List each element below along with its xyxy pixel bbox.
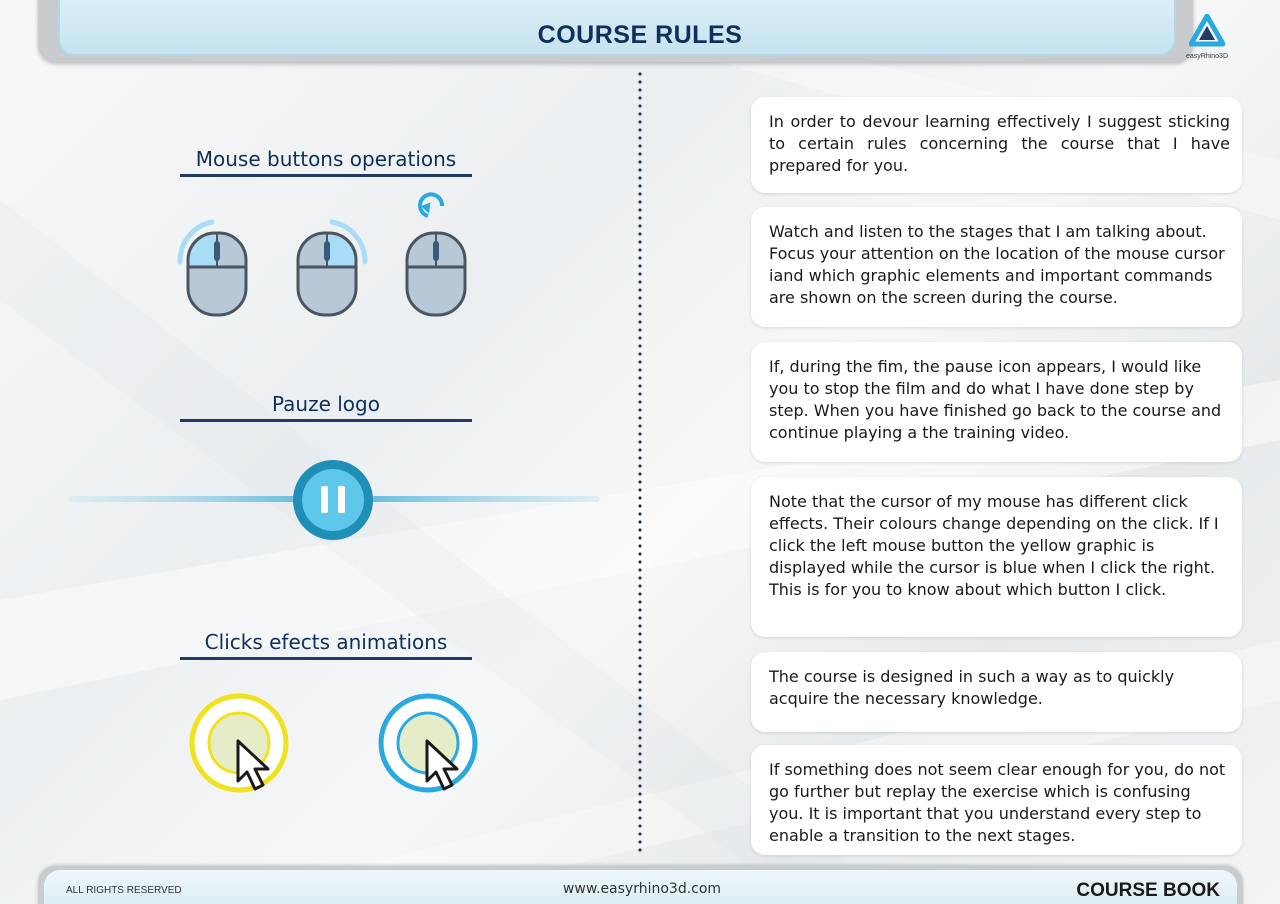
clicks-section-title: Clicks efects animations bbox=[180, 630, 472, 660]
rule-cursor-text: Note that the cursor of my mouse has different click effects. Their colours change depending on the click. If I click the left mouse button the yellow graphic is displayed while the cursor is blue when I click the right. This is for you to know about which button I click. bbox=[769, 492, 1219, 599]
easyrhino-logo bbox=[1184, 14, 1230, 64]
mouse-section-title: Mouse buttons operations bbox=[180, 147, 472, 177]
right-click-effect-icon bbox=[381, 696, 475, 790]
right-click-mouse-icon bbox=[298, 222, 365, 315]
rule-replay-text: If something does not seem clear enough for you, do not go further but replay the exercise which is confusing you. It is important that you understand every step to enable a transition to the next stages. bbox=[769, 760, 1226, 845]
footer-website: www.easyrhino3d.com bbox=[562, 881, 722, 897]
scroll-wheel-mouse-icon bbox=[407, 194, 465, 315]
footer-rights: ALL RIGHTS RESERVED bbox=[66, 885, 182, 896]
left-click-effect-icon bbox=[192, 696, 286, 790]
pause-section-title: Pauze logo bbox=[180, 392, 472, 422]
mouse-buttons-illustration bbox=[170, 190, 480, 322]
click-effects-illustration bbox=[180, 685, 490, 800]
rule-watch-text: Watch and listen to the stages that I am talking about. Focus your attention on the location of the mouse cursor iand which graphic elements and important commands are shown on the screen during the course. bbox=[769, 222, 1225, 307]
rule-replay-bubble bbox=[751, 745, 1242, 855]
rule-design-text: The course is designed in such a way as to quickly acquire the necessary knowledge. bbox=[769, 667, 1175, 708]
pause-icon bbox=[293, 460, 373, 540]
page-title: COURSE RULES bbox=[537, 21, 743, 49]
rule-pause-text: If, during the fim, the pause icon appears, I would like you to stop the film and do what I have done step by step. When you have finished go back to the course and continue playing a the training video. bbox=[769, 357, 1222, 442]
rules-intro-bubble bbox=[751, 97, 1242, 193]
logo-text: easyRhino3D bbox=[1185, 53, 1229, 60]
column-divider bbox=[638, 70, 642, 856]
rules-intro-text: In order to devour learning effectively I suggest sticking to certain rules concerning the course that I have prepared for you. bbox=[769, 112, 1230, 175]
rule-pause-bubble bbox=[751, 342, 1242, 462]
rule-cursor-bubble bbox=[751, 477, 1242, 637]
pause-timeline-illustration bbox=[68, 455, 600, 545]
rule-watch-bubble bbox=[751, 207, 1242, 327]
footer-book-title: COURSE BOOK bbox=[1076, 880, 1220, 901]
left-click-mouse-icon bbox=[180, 222, 246, 315]
rule-design-bubble bbox=[751, 652, 1242, 732]
rhino-logo-icon bbox=[1189, 14, 1225, 48]
